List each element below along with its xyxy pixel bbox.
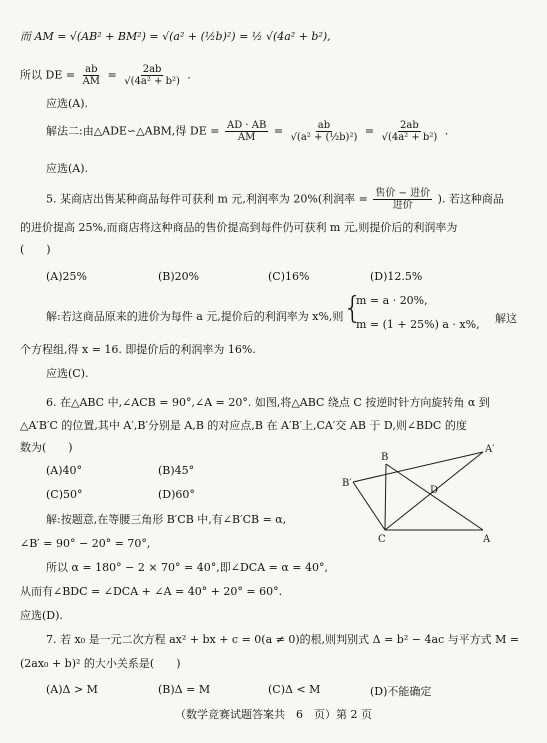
- equation-1: m = a · 20%,: [356, 294, 428, 307]
- diagram-lines: [353, 452, 483, 530]
- question-7-line-1: 7. 若 x₀ 是一元二次方程 ax² + bx + c = 0(a ≠ 0)的根,则判别式 Δ = b² − 4ac 与平方式 M =: [46, 633, 520, 646]
- fraction-numerator: 售价 − 进价: [375, 188, 431, 199]
- option-b: (B)45°: [158, 464, 195, 477]
- method-two-equation: [46, 120, 448, 143]
- question-5-line-1: [46, 188, 504, 211]
- solution-6-line-2: ∠B′ = 90° − 20° = 70°,: [20, 537, 151, 550]
- fraction-denominator: √(4a² + b²): [381, 132, 438, 143]
- fraction-denominator: AM: [82, 76, 101, 87]
- option-a: (A)Δ > M: [46, 683, 98, 696]
- fraction-denominator: 进价: [392, 200, 413, 211]
- solution-5-line-2: 个方程组,得 x = 16. 即提价后的利润率为 16%.: [20, 343, 256, 356]
- profit-rate-fraction: [373, 188, 432, 211]
- method-two-prefix: 解法二:由△ADE∽△ABM,得 DE =: [46, 124, 220, 138]
- equals-sign: =: [273, 124, 284, 138]
- fraction-denominator: √(a² + (½b)²): [290, 132, 358, 143]
- question-6-line-1: 6. 在△ABC 中,∠ACB = 90°,∠A = 20°. 如图,将△ABC 绕点 C 按逆时针方向旋转角 α 到: [46, 396, 490, 409]
- fraction: [122, 64, 182, 87]
- option-b: (B)Δ = M: [158, 683, 211, 696]
- solution-5-solve: 解这: [495, 312, 517, 325]
- period: .: [444, 124, 449, 138]
- answer-line: 应选(D).: [20, 609, 63, 622]
- answer-line: 应选(C).: [46, 367, 89, 380]
- fraction: [225, 120, 268, 143]
- de-prefix: 所以 DE =: [20, 68, 76, 82]
- equation-2: m = (1 + 25%) a · x%,: [356, 318, 480, 331]
- am-equation: 而 AM = √(AB² + BM²) = √(a² + (½b)²) = ½ √(4a² + b²),: [20, 30, 331, 43]
- option-d: (D)不能确定: [370, 685, 432, 698]
- segment-ba: [386, 464, 483, 530]
- question-5-text: 5. 某商店出售某种商品每件可获利 m 元,利润率为 20%(利润率 =: [46, 192, 368, 206]
- fraction: [289, 120, 360, 143]
- period: .: [187, 68, 191, 82]
- fraction-denominator: AM: [237, 132, 256, 143]
- label-b: B: [381, 452, 389, 463]
- question-6-line-2: △A′B′C 的位置,其中 A′,B′分别是 A,B 的对应点,B 在 A′B′上,CA′交 AB 于 D,则∠BDC 的度: [20, 419, 467, 432]
- page-footer: （数学竞赛试题答案共 6 页）第 2 页: [175, 708, 372, 721]
- solution-6-line-3: 所以 α = 180° − 2 × 70° = 40°,即∠DCA = α = 40°,: [46, 561, 328, 574]
- label-a-prime: A′: [485, 444, 495, 455]
- fraction-numerator: ab: [85, 64, 98, 75]
- option-d: (D)60°: [158, 488, 195, 501]
- question-7-line-2: (2ax₀ + b)² 的大小关系是( ): [20, 657, 181, 670]
- option-d: (D)12.5%: [370, 270, 423, 283]
- system-brace: {: [343, 291, 363, 326]
- question-6-line-3: 数为( ): [20, 441, 73, 454]
- label-d: D: [430, 485, 439, 496]
- answer-line: 应选(A).: [46, 97, 89, 110]
- question-5-blank: ( ): [20, 243, 51, 256]
- solution-5-line-1: 解:若这商品原来的进价为每件 a 元,提价后的利润率为 x%,则: [46, 310, 344, 323]
- label-a: A: [483, 534, 491, 545]
- segment-b-prime-c: [353, 482, 385, 530]
- label-c: C: [378, 534, 386, 545]
- de-equation: [20, 64, 191, 87]
- solution-6-line-4: 从而有∠BDC = ∠DCA + ∠A = 40° + 20° = 60°.: [20, 585, 283, 598]
- fraction-numerator: ab: [317, 120, 331, 131]
- option-c: (C)16%: [268, 270, 310, 283]
- question-5-text: ). 若这种商品: [437, 192, 504, 206]
- fraction-numerator: 2ab: [142, 64, 162, 75]
- fraction-numerator: AD · AB: [226, 120, 267, 131]
- fraction: [81, 64, 102, 87]
- question-5-line-2: 的进价提高 25%,而商店将这种商品的售价提高到每件仍可获利 m 元,则提价后的利润率为: [20, 221, 458, 234]
- option-a: (A)25%: [46, 270, 87, 283]
- fraction-denominator: √(4a² + b²): [124, 76, 180, 87]
- fraction: [380, 120, 440, 143]
- solution-6-line-1: 解:按题意,在等腰三角形 B′CB 中,有∠B′CB = α,: [46, 513, 287, 526]
- option-a: (A)40°: [46, 464, 83, 477]
- option-c: (C)50°: [46, 488, 83, 501]
- option-b: (B)20%: [158, 270, 200, 283]
- answer-line: 应选(A).: [46, 162, 89, 175]
- equals-sign: =: [107, 68, 117, 82]
- equals-sign: =: [364, 124, 375, 138]
- segment-bc: [385, 464, 386, 530]
- label-b-prime: B′: [342, 478, 352, 489]
- rotation-diagram: [335, 438, 505, 548]
- option-c: (C)Δ < M: [268, 683, 321, 696]
- fraction-numerator: 2ab: [400, 120, 419, 131]
